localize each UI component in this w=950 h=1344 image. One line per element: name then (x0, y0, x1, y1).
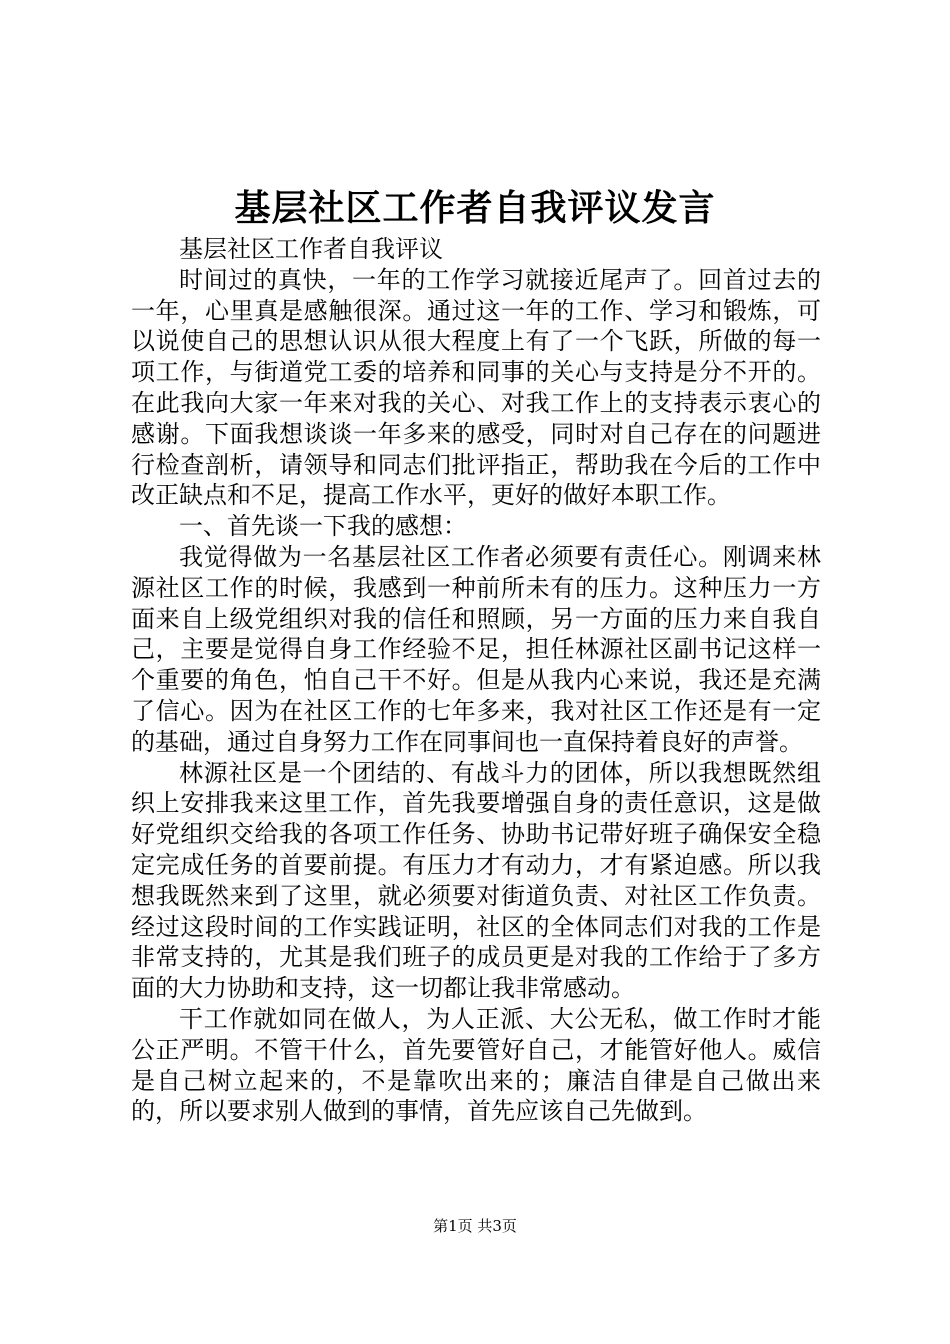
intro-paragraph: 时间过的真快，一年的工作学习就接近尾声了。回首过去的一年，心里真是感触很深。通过这一年的工作、学习和锻炼，可以说使自己的思想认识从很大程度上有了一个飞跃，所做的每一项工作，与街道党工委的培养和同事的关心与支持是分不开的。在此我向大家一年来对我的关心、对我工作上的支持表示衷心的感谢。下面我想谈谈一年多来的感受，同时对自己存在的问题进行检查剖析，请领导和同志们批评指正，帮助我在今后的工作中改正缺点和不足，提高工作水平，更好的做好本职工作。 (131, 265, 821, 510)
body-paragraph: 林源社区是一个团结的、有战斗力的团体，所以我想既然组织上安排我来这里工作，首先我要增强自身的责任意识，这是做好党组织交给我的各项工作任务、协助书记带好班子确保安全稳定完成任务的首要前提。有压力才有动力，才有紧迫感。所以我想我既然来到了这里，就必须要对街道负责、对社区工作负责。经过这段时间的工作实践证明，社区的全体同志们对我的工作是非常支持的，尤其是我们班子的成员更是对我的工作给于了多方面的大力协助和支持，这一切都让我非常感动。 (131, 758, 821, 1003)
document-title: 基层社区工作者自我评议发言 (234, 187, 716, 229)
body-paragraph: 干工作就如同在做人，为人正派、大公无私，做工作时才能公正严明。不管干什么，首先要管好自己，才能管好他人。威信是自己树立起来的，不是靠吹出来的；廉洁自律是自己做出来的，所以要求别人做到的事情，首先应该自己先做到。 (131, 1004, 821, 1126)
document-body (131, 234, 821, 1127)
page-number-footer: 第1页 共3页 (433, 1217, 517, 1235)
section-heading: 一、首先谈一下我的感想： (179, 512, 467, 541)
body-paragraph: 我觉得做为一名基层社区工作者必须要有责任心。刚调来林源社区工作的时候，我感到一种前所未有的压力。这种压力一方面来自上级党组织对我的信任和照顾，另一方面的压力来自我自己，主要是觉得自身工作经验不足，担任林源社区副书记这样一个重要的角色，怕自己干不好。但是从我内心来说，我还是充满了信心。因为在社区工作的七年多来，我对社区工作还是有一定的基础，通过自身努力工作在同事间也一直保持着良好的声誉。 (131, 542, 821, 756)
subtitle-paragraph: 基层社区工作者自我评议 (179, 235, 443, 263)
